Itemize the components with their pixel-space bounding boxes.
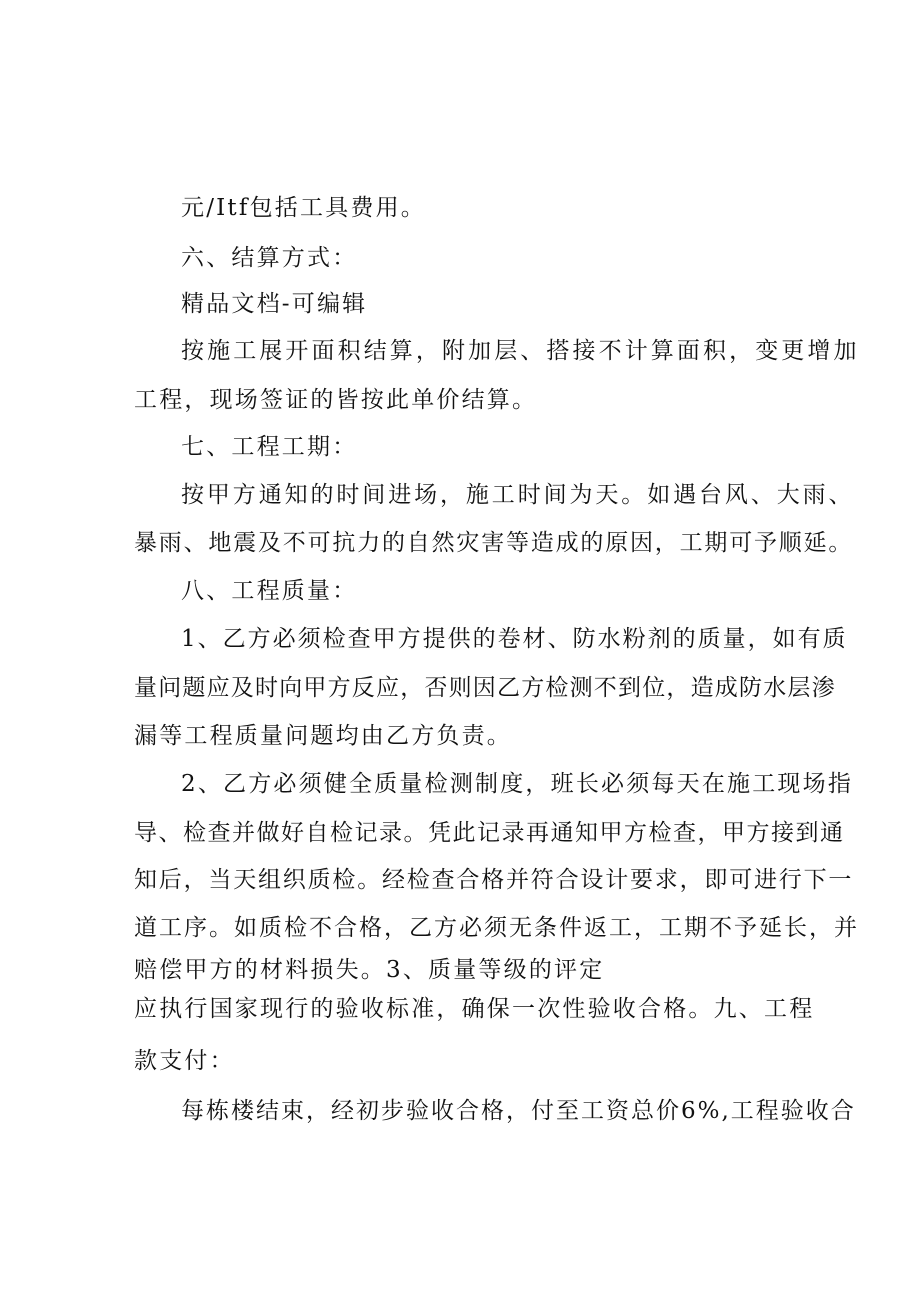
section-heading-quality: 八、工程质量： bbox=[181, 578, 358, 604]
doc-line: 导、检查并做好自检记录。凭此记录再通知甲方检查，甲方接到通 bbox=[134, 820, 845, 846]
section-heading-settlement: 六、结算方式： bbox=[181, 245, 358, 271]
doc-line: 1、乙方必须检查甲方提供的卷材、防水粉剂的质量，如有质 bbox=[181, 626, 848, 652]
doc-line: 量问题应及时向甲方反应，否则因乙方检测不到位，造成防水层渗 bbox=[134, 675, 836, 701]
doc-line: 漏等工程质量问题均由乙方负责。 bbox=[134, 723, 512, 749]
section-heading-duration: 七、工程工期： bbox=[181, 434, 358, 460]
doc-line: 知后，当天组织质检。经检查合格并符合设计要求，即可进行下一 bbox=[134, 867, 854, 893]
doc-line: 按甲方通知的时间进场，施工时间为天。如遇台风、大雨、 bbox=[181, 482, 855, 508]
doc-line: 按施工展开面积结算，附加层、搭接不计算面积，变更增加 bbox=[181, 338, 860, 364]
doc-line: 工程，现场签证的皆按此单价结算。 bbox=[134, 387, 538, 413]
doc-line: 2、乙方必须健全质量检测制度，班长必须每天在施工现场指 bbox=[181, 771, 854, 797]
doc-line: 暴雨、地震及不可抗力的自然灾害等造成的原因，工期可予顺延。 bbox=[134, 530, 854, 556]
doc-line: 道工序。如质检不合格，乙方必须无条件返工，工期不予延长，并 bbox=[134, 915, 859, 941]
doc-line: 款支付： bbox=[134, 1048, 235, 1074]
doc-line: 元/Itf包括工具费用。 bbox=[181, 195, 426, 221]
doc-line: 应执行国家现行的验收标准，确保一次性验收合格。九、工程 bbox=[134, 996, 815, 1022]
watermark-text: 精品文档-可编辑 bbox=[181, 291, 368, 317]
doc-line: 每栋楼结束，经初步验收合格，付至工资总价6%,工程验收合 bbox=[181, 1098, 856, 1124]
doc-line: 赔偿甲方的材料损失。3、质量等级的评定 bbox=[134, 957, 605, 983]
